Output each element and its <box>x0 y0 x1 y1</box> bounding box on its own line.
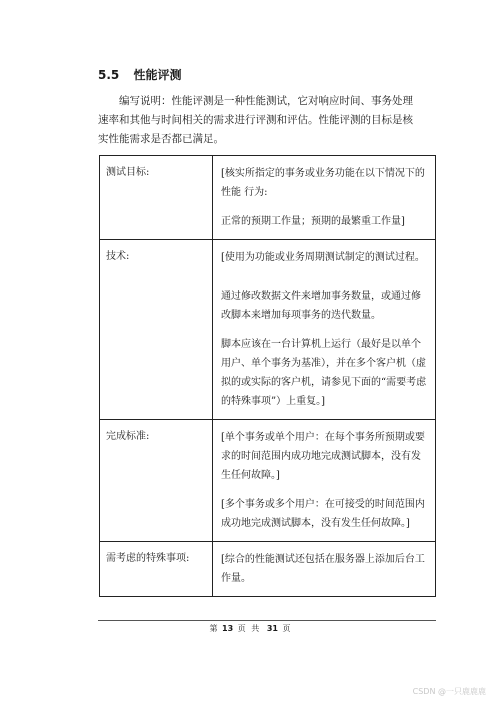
section-heading <box>98 66 181 83</box>
row-label: 测试目标: <box>100 156 213 240</box>
row-content <box>213 240 436 420</box>
section-title: 性能评测 <box>133 68 182 82</box>
footer-unit: 页 <box>237 624 246 633</box>
total-page-number: 31 <box>266 624 278 633</box>
table-row <box>100 156 436 240</box>
row-paragraph: 脚本应该在一台计算机上运行（最好是以单个用户、单个事务为基准），并在多个客户机（虚拟的或实际的客户机，请参见下面的“需要考虑的特殊事项”）上重复。] <box>221 339 427 407</box>
row-content <box>213 156 436 240</box>
footer-divider <box>98 620 436 621</box>
test-requirements-table <box>99 155 436 597</box>
footer-mid: 共 <box>251 624 260 633</box>
row-paragraph: 通过修改数据文件来增加事务数量，或通过修改脚本来增加每项事务的迭代数量。 <box>221 291 421 321</box>
row-paragraph: [核实所指定的事务或业务功能在以下情况下的性能 行为: <box>221 168 425 198</box>
watermark: CSDN @一只鹿鹿鹿 <box>412 687 486 696</box>
current-page-number: 13 <box>222 624 234 633</box>
table-row <box>100 542 436 597</box>
row-paragraph: [综合的性能测试还包括在服务器上添加后台工作量。 <box>221 554 425 584</box>
intro-paragraph: 编写说明：性能评测是一种性能测试，它对响应时间、事务处理速率和其他与时间相关的需求进行评测和评估。性能评测的目标是核实性能需求是否都已满足。 <box>98 95 413 145</box>
row-paragraph: [使用为功能或业务周期测试制定的测试过程。 <box>221 252 425 263</box>
row-content <box>213 420 436 542</box>
table-row <box>100 240 436 420</box>
page-footer <box>0 623 500 634</box>
row-paragraph: [多个事务或多个用户：在可接受的时间范围内成功地完成测试脚本，没有发生任何故障。] <box>221 499 425 529</box>
row-label: 完成标准: <box>100 420 213 542</box>
row-label: 技术: <box>100 240 213 420</box>
row-paragraph: 正常的预期工作量；预期的最繁重工作量] <box>221 216 405 227</box>
section-number: 5.5 <box>98 68 120 82</box>
row-label: 需考虑的特殊事项: <box>100 542 213 597</box>
table-row <box>100 420 436 542</box>
footer-prefix: 第 <box>209 624 218 633</box>
row-content <box>213 542 436 597</box>
footer-unit: 页 <box>282 624 291 633</box>
row-paragraph: [单个事务或单个用户：在每个事务所预期或要求的时间范围内成功地完成测试脚本，没有发生任何故障。] <box>221 432 425 481</box>
